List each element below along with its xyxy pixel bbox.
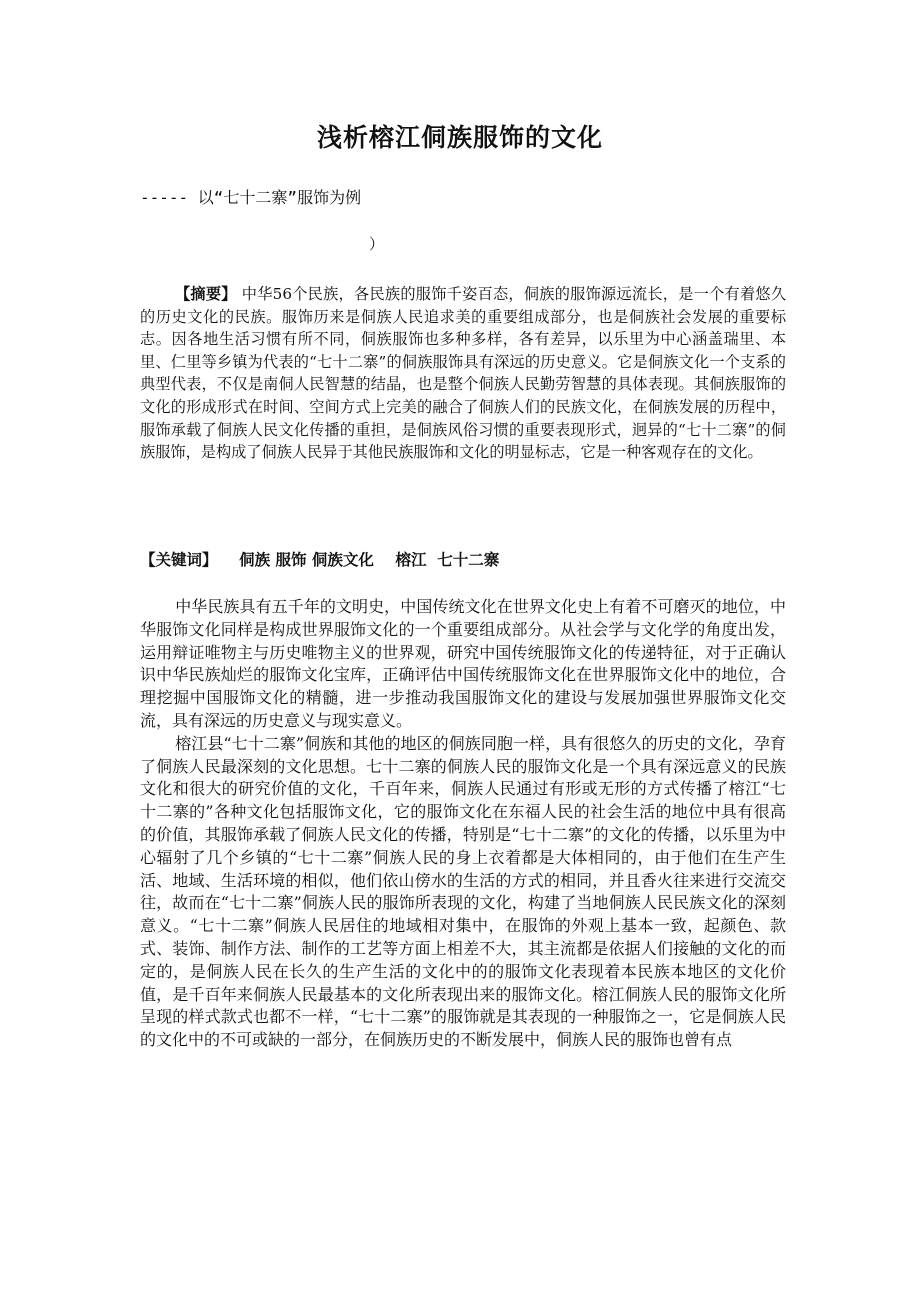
abstract-paragraph: [140, 283, 786, 464]
stray-parenthesis: ）: [369, 235, 385, 253]
abstract-text: 中华56个民族，各民族的服饰千姿百态，侗族的服饰源远流长，是一个有着悠久的历史文化的民族。服饰历来是侗族人民追求美的重要组成部分，也是侗族社会发展的重要标志。因各地生活习惯有所不同，侗族服饰也多种多样，各有差异，以乐里为中心涵盖瑞里、本里、仁里等乡镇为代表的“七十二寨”的侗族服饰具有深远的历史意义。它是侗族文化一个支系的典型代表，不仅是南侗人民智慧的结晶，也是整个侗族人民勤劳智慧的具体表现。其侗族服饰的文化的形成形式在时间、空间方式上完美的融合了侗族人们的民族文化，在侗族发展的历程中，服饰承载了侗族人民文化传播的重担，是侗族风俗习惯的重要表现形式，迥异的“七十二寨”的侗族服饰，是构成了侗族人民异于其他民族服饰和文化的明显标志，它是一种客观存在的文化。: [140, 285, 787, 462]
keywords-line: 【关键词】 侗族 服饰 侗族文化 榕江 七十二寨: [140, 551, 500, 569]
document-title: 浅析榕江侗族服饰的文化: [316, 123, 603, 152]
abstract-label: 【摘要】: [174, 285, 237, 303]
body-paragraph: 中华民族具有五千年的文明史，中国传统文化在世界文化史上有着不可磨灭的地位，中华服饰文化同样是构成世界服饰文化的一个重要组成部分。从社会学与文化学的角度出发，运用辩证唯物主与历史唯物主义的世界观，研究中国传统服饰文化的传递特征，对于正确认识中华民族灿烂的服饰文化宝库，正确评估中国传统服饰文化在世界服饰文化中的地位，合理挖掘中国服饰文化的精髓，进一步推动我国服饰文化的建设与发展加强世界服饰文化交流，具有深远的历史意义与现实意义。: [140, 597, 786, 730]
body-paragraph: 榕江县“七十二寨”侗族和其他的地区的侗族同胞一样，具有很悠久的历史的文化，孕育了侗族人民最深刻的文化思想。七十二寨的侗族人民的服饰文化是一个具有深远意义的民族文化和很大的研究价值的文化，千百年来，侗族人民通过有形或无形的方式传播了榕江“七十二寨的”各种文化包括服饰文化，它的服饰文化在东福人民的社会生活的地位中具有很高的价值，其服饰承载了侗族人民文化的传播，特别是“七十二寨”的文化的传播，以乐里为中心辐射了几个乡镇的“七十二寨”侗族人民的身上衣着都是大体相同的，由于他们在生产生活、地域、生活环境的相似，他们依山傍水的生活的方式的相同，并且香火往来进行交流交往，故而在“七十二寨”侗族人民的服饰所表现的文化，构建了当地侗族人民民族文化的深刻意义。“七十二寨”侗族人民居住的地域相对集中，在服饰的外观上基本一致，起颜色、款式、装饰、制作方法、制作的工艺等方面上相差不大，其主流都是依据人们接触的文化的而定的，是侗族人民在长久的生产生活的文化中的的服饰文化表现着本民族本地区的文化价值，是千百年来侗族人民最基本的文化所表现出来的服饰文化。榕江侗族人民的服饰文化所呈现的样式款式也都不一样，“七十二寨”的服饰就是其表现的一种服饰之一，它是侗族人民的文化中的不可或缺的一部分，在侗族历史的不断发展中，侗族人民的服饰也曾有点: [140, 733, 786, 1050]
document-subtitle: ----- 以“七十二寨”服饰为例: [140, 188, 362, 207]
body-text: [140, 596, 786, 1052]
